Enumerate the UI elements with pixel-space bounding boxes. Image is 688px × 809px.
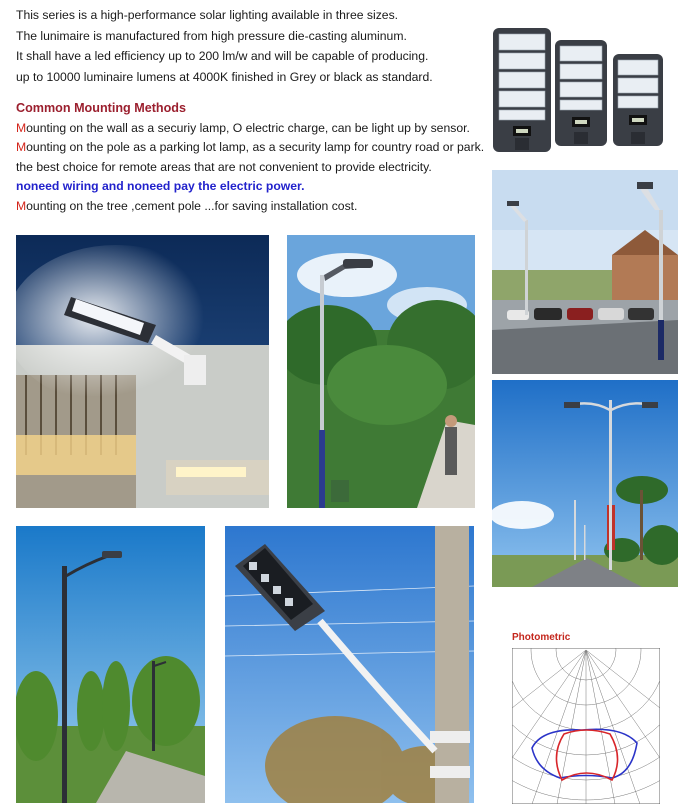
intro-line: The lunimaire is manufactured from high pressure die-casting aluminum.: [16, 28, 407, 43]
park-path-photo: [16, 526, 205, 803]
cement-pole-photo: [225, 526, 474, 803]
method-item: the best choice for remote areas that are not convenient to provide electricity.: [16, 159, 432, 174]
photometric-diagram: [512, 648, 660, 804]
pole-road-photo: [287, 235, 475, 508]
double-arm-pole-photo: [492, 380, 678, 587]
mounting-methods: [16, 99, 496, 217]
section-heading: Common Mounting Methods: [16, 101, 186, 115]
method-item: Mounting on the wall as a securiy lamp, O electric charge, can be light up by sensor.: [16, 120, 470, 135]
wall-mount-photo: [16, 235, 269, 508]
parking-lot-photo: [492, 170, 678, 374]
method-item: Mounting on the tree ,cement pole ...for saving installation cost.: [16, 198, 358, 213]
method-item-highlight: noneed wiring and noneed pay the electric power.: [16, 179, 305, 194]
intro-line: It shall have a led efficiency up to 200 lm/w and will be capable of producing.: [16, 49, 429, 63]
method-item: Mounting on the pole as a parking lot lamp, as a security lamp for country road or park.: [16, 140, 485, 155]
intro-line: up to 10000 luminaire lumens at 4000K finished in Grey or black as standard.: [16, 69, 433, 84]
photometric-label: Photometric: [512, 632, 571, 643]
intro-text: [16, 5, 486, 87]
intro-line: This series is a high-performance solar lighting available in three sizes.: [16, 8, 399, 22]
product-image: [487, 22, 677, 162]
